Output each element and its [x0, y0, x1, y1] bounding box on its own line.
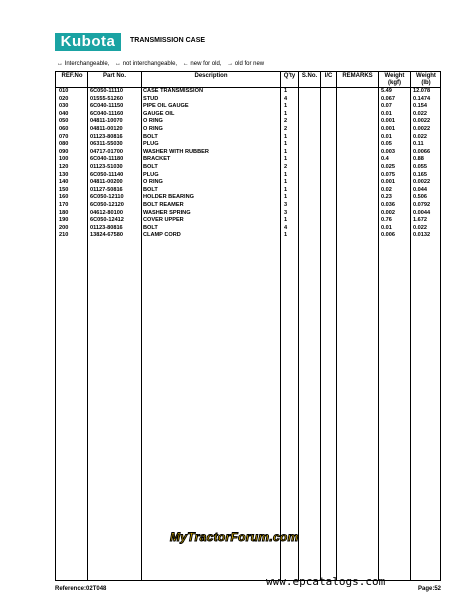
table-row [56, 118, 440, 126]
cell-weight-kgf: 0.01 [381, 224, 392, 231]
cell-ref: 060 [59, 125, 69, 132]
cell-ref: 010 [59, 88, 69, 94]
legend-old-for-new: → old for new [227, 61, 265, 67]
cell-weight-lb: 0.0792 [413, 201, 431, 208]
table-row [56, 202, 440, 210]
cell-description: PIPE OIL GAUGE [143, 103, 189, 110]
cell-weight-lb: 0.0132 [413, 232, 431, 239]
table-row [56, 217, 440, 225]
col-description: Description [194, 73, 228, 79]
cell-ref: 210 [59, 232, 69, 239]
cell-ref: 180 [59, 209, 69, 216]
table-row [56, 88, 440, 96]
table-row [56, 232, 440, 240]
cell-qty: 2 [284, 163, 288, 170]
cell-weight-lb: 0.022 [413, 133, 427, 140]
cell-part-no: 6C050-11110 [90, 88, 123, 94]
cell-weight-lb: 0.055 [413, 163, 427, 170]
cell-ref: 080 [59, 141, 69, 148]
table-row [56, 141, 440, 149]
cell-weight-kgf: 0.4 [381, 156, 389, 163]
reference-number: Reference:02T048 [55, 586, 107, 592]
cell-ref: 040 [59, 110, 69, 117]
page-number: Page:52 [417, 586, 441, 592]
cell-weight-kgf: 5.49 [381, 88, 392, 94]
cell-part-no: 6C050-12110 [90, 194, 124, 201]
cell-weight-kgf: 0.067 [381, 95, 395, 102]
legend-new-for-old: ← new for old, [182, 61, 222, 67]
cell-description: BOLT [143, 224, 158, 231]
cell-part-no: 6C050-12120 [90, 201, 124, 208]
cell-qty: 1 [284, 217, 288, 224]
cell-part-no: 6C040-11160 [90, 110, 124, 117]
cell-qty: 1 [284, 148, 288, 155]
legend-interchangeable: ↔ Interchangeable, [57, 61, 110, 67]
cell-qty: 1 [284, 110, 288, 117]
cell-description: PLUG [143, 171, 159, 178]
cell-description: O RING [143, 118, 163, 125]
cell-weight-kgf: 0.01 [381, 110, 392, 117]
cell-weight-kgf: 0.001 [381, 118, 395, 125]
cell-description: STUD [143, 95, 159, 102]
cell-part-no: 01123-80816 [90, 224, 123, 231]
cell-description: WASHER SPRING [143, 209, 191, 216]
cell-description: BOLT [143, 163, 158, 170]
cell-description: BRACKET [143, 156, 171, 163]
cell-weight-kgf: 0.001 [381, 125, 395, 132]
cell-part-no: 6C050-11140 [90, 171, 124, 178]
cell-ref: 190 [59, 217, 69, 224]
cell-qty: 1 [284, 171, 288, 178]
table-row [56, 179, 440, 187]
cell-weight-lb: 0.1474 [413, 95, 431, 102]
cell-weight-kgf: 0.76 [381, 217, 392, 224]
cell-description: BOLT REAMER [143, 201, 184, 208]
cell-weight-lb: 0.165 [413, 171, 427, 178]
cell-qty: 1 [284, 88, 288, 94]
col-weight-lb-unit: (lb) [421, 80, 431, 86]
cell-qty: 2 [284, 125, 288, 132]
cell-weight-lb: 0.154 [413, 103, 427, 110]
cell-description: HOLDER BEARING [143, 194, 194, 201]
cell-qty: 2 [284, 118, 288, 125]
cell-description: GAUGE OIL [143, 110, 175, 117]
table-row [56, 103, 440, 111]
cell-weight-lb: 0.0022 [413, 118, 431, 125]
cell-ref: 160 [59, 194, 69, 201]
cell-ref: 130 [59, 171, 69, 178]
cell-description: CASE TRANSMISSION [143, 88, 203, 94]
col-qty: Q'ty [283, 73, 296, 79]
cell-weight-lb: 0.0022 [413, 125, 431, 132]
cell-weight-kgf: 0.02 [381, 186, 392, 193]
col-weight-kgf [379, 73, 410, 87]
kubota-logo: Kubota [55, 33, 121, 51]
cell-weight-lb: 0.0044 [413, 209, 431, 216]
cell-qty: 1 [284, 186, 288, 193]
cell-qty: 3 [284, 201, 288, 208]
table-body [56, 88, 440, 240]
legend-not-interchangeable: ↔ not interchangeable, [115, 61, 178, 67]
cell-weight-kgf: 0.003 [381, 148, 395, 155]
col-s-no: S.No. [301, 73, 318, 79]
cell-part-no: 01555-51260 [90, 95, 123, 102]
cell-part-no: 13824-67580 [90, 232, 123, 239]
cell-part-no: 04811-00120 [90, 125, 123, 132]
table-row [56, 126, 440, 134]
col-weight-kgf-label: Weight [384, 73, 405, 79]
cell-description: CLAMP CORD [143, 232, 181, 239]
cell-part-no: 04811-00200 [90, 179, 123, 186]
col-ref-no: REF.No [61, 73, 83, 79]
table-row [56, 194, 440, 202]
cell-ref: 120 [59, 163, 69, 170]
cell-part-no: 04717-01700 [90, 148, 123, 155]
cell-weight-lb: 0.022 [413, 110, 427, 117]
cell-part-no: 6C040-11180 [90, 156, 124, 163]
cell-weight-lb: 0.0066 [413, 148, 431, 155]
table-row [56, 172, 440, 180]
cell-qty: 1 [284, 141, 288, 148]
col-weight-kgf-unit: (kgf) [388, 80, 401, 86]
cell-description: COVER UPPER [143, 217, 184, 224]
cell-weight-lb: 0.88 [413, 156, 424, 163]
cell-ref: 150 [59, 186, 69, 193]
cell-ref: 030 [59, 103, 69, 110]
cell-ref: 200 [59, 224, 69, 231]
watermark-logo: MyTractorForum.com [170, 530, 299, 544]
cell-weight-kgf: 0.075 [381, 171, 395, 178]
cell-ref: 170 [59, 201, 69, 208]
cell-qty: 4 [284, 224, 288, 231]
cell-description: PLUG [143, 141, 159, 148]
table-row [56, 187, 440, 195]
cell-description: BOLT [143, 133, 158, 140]
cell-weight-kgf: 0.036 [381, 201, 395, 208]
cell-ref: 090 [59, 148, 69, 155]
cell-weight-lb: 0.044 [413, 186, 427, 193]
cell-qty: 1 [284, 156, 288, 163]
table-header [56, 72, 440, 88]
table-row [56, 111, 440, 119]
cell-qty: 4 [284, 95, 288, 102]
cell-part-no: 04612-80100 [90, 209, 123, 216]
cell-ref: 100 [59, 156, 69, 163]
cell-description: BOLT [143, 186, 158, 193]
cell-weight-lb: 1.672 [413, 217, 427, 224]
cell-description: WASHER WITH RUBBER [143, 148, 209, 155]
cell-weight-kgf: 0.006 [381, 232, 395, 239]
cell-weight-kgf: 0.23 [381, 194, 392, 201]
cell-weight-kgf: 0.025 [381, 163, 395, 170]
col-weight-lb-label: Weight [416, 73, 436, 79]
cell-part-no: 01123-51030 [90, 163, 123, 170]
cell-weight-kgf: 0.002 [381, 209, 395, 216]
cell-part-no: 06311-55030 [90, 141, 123, 148]
table-row [56, 134, 440, 142]
cell-weight-kgf: 0.001 [381, 179, 395, 186]
col-part-no: Part No. [102, 73, 126, 79]
cell-ref: 050 [59, 118, 69, 125]
interchangeability-legend [57, 61, 268, 67]
col-ic: I/C [324, 73, 333, 79]
cell-ref: 020 [59, 95, 69, 102]
cell-part-no: 01127-50816 [90, 186, 123, 193]
cell-qty: 3 [284, 209, 288, 216]
table-row [56, 156, 440, 164]
cell-weight-kgf: 0.07 [381, 103, 392, 110]
table-row [56, 164, 440, 172]
cell-qty: 1 [284, 194, 288, 201]
cell-ref: 140 [59, 179, 69, 186]
table-row [56, 225, 440, 233]
cell-part-no: 6C050-12412 [90, 217, 124, 224]
section-title: TRANSMISSION CASE [130, 37, 206, 44]
cell-part-no: 6C040-11150 [90, 103, 124, 110]
table-row [56, 210, 440, 218]
cell-description: O RING [143, 125, 163, 132]
cell-part-no: 01123-80816 [90, 133, 123, 140]
cell-weight-lb: 0.506 [413, 194, 427, 201]
col-weight-lb [411, 73, 441, 87]
table-row [56, 149, 440, 157]
cell-part-no: 04811-10070 [90, 118, 123, 125]
col-remarks: REMARKS [342, 73, 373, 79]
cell-weight-lb: 0.022 [413, 224, 427, 231]
table-row [56, 96, 440, 104]
cell-weight-kgf: 0.01 [381, 133, 392, 140]
parts-table [55, 71, 441, 581]
cell-qty: 1 [284, 179, 288, 186]
cell-ref: 070 [59, 133, 69, 140]
cell-weight-lb: 0.11 [413, 141, 424, 148]
cell-weight-lb: 0.0022 [413, 179, 431, 186]
cell-qty: 1 [284, 103, 288, 110]
site-url: www.epcatalogs.com [266, 575, 386, 588]
cell-qty: 1 [284, 232, 288, 239]
cell-description: O RING [143, 179, 163, 186]
cell-weight-kgf: 0.05 [381, 141, 392, 148]
cell-qty: 1 [284, 133, 288, 140]
cell-weight-lb: 12.078 [413, 88, 431, 94]
